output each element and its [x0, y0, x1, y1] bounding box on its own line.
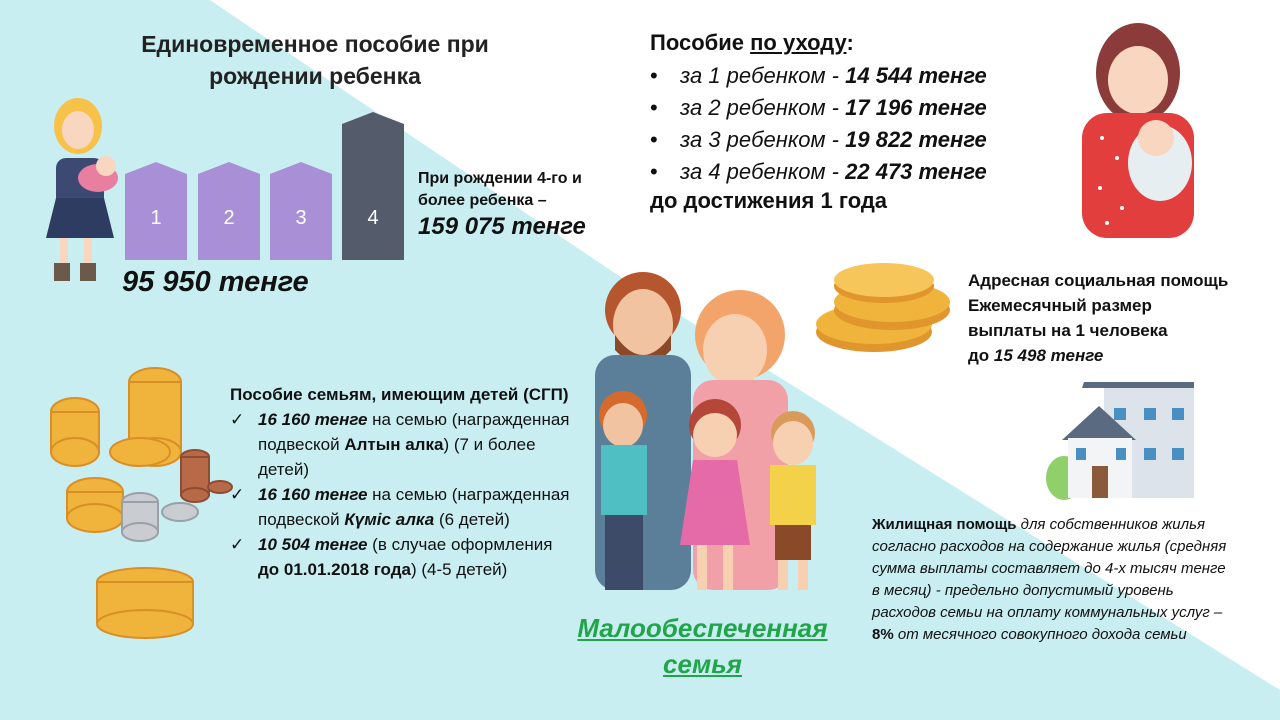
sgp-amount: 10 504 тенге: [258, 535, 368, 554]
asp-line-3: выплаты на 1 человека: [968, 321, 1168, 340]
care-item-amount: 22 473 тенге: [845, 159, 987, 184]
coins-pile-icon: [45, 362, 235, 642]
care-list: [650, 60, 987, 188]
sgp-block: [230, 382, 570, 582]
asp-line-4-prefix: до: [968, 346, 994, 365]
housing-text: для собственников жилья согласно расходов на содержание жилья (средняя сумма выплаты составляет до 4-х тысяч тенге в месяц) - предельно допустимый уровень расходов семьи на оплату коммунальных услуг –: [872, 516, 1227, 621]
asp-line-1: Адресная социальная помощь: [968, 271, 1229, 290]
asp-block: [968, 268, 1268, 368]
care-item-amount: 14 544 тенге: [845, 63, 987, 88]
fourth-child-amount: 159 075 тенге: [418, 213, 586, 240]
sgp-amount: 16 160 тенге: [258, 485, 368, 504]
sgp-text: ) (4-5 детей): [410, 560, 508, 579]
care-item-label: за 4 ребенком -: [680, 159, 846, 184]
care-item-label: за 1 ребенком -: [680, 63, 846, 88]
coins-stack-icon: [812, 262, 954, 358]
lump-sum-amount: 95 950 тенге: [122, 266, 309, 298]
sgp-text: на семью (награжденная подвеской: [258, 410, 570, 454]
care-item-amount: 19 822 тенге: [845, 127, 987, 152]
house-icon: [1044, 378, 1199, 500]
bar-label-1: 1: [150, 207, 162, 229]
bar-2: [198, 162, 260, 260]
bar-label-2: 2: [223, 207, 235, 229]
care-item-label: за 3 ребенком -: [680, 127, 846, 152]
sgp-text: ) (7 и более детей): [258, 435, 536, 479]
asp-amount: 15 498 тенге: [993, 346, 1104, 365]
sgp-item: [230, 482, 570, 532]
housing-title: Жилищная помощь: [872, 516, 1017, 533]
housing-percent: 8%: [872, 626, 894, 643]
fourth-child-text: При рождении 4-го и более ребенка –: [418, 170, 582, 209]
sgp-award: Алтын алка: [344, 435, 444, 454]
sgp-award: Күміс алка: [344, 510, 435, 529]
bar-1: [125, 162, 187, 260]
care-item-label: за 2 ребенком -: [680, 95, 846, 120]
sgp-text: на семью (награжденная подвеской: [258, 485, 570, 529]
children-bars: [125, 112, 405, 262]
bar-3: [270, 162, 332, 260]
care-title: [650, 30, 854, 56]
sgp-text: (в случае оформления: [367, 535, 553, 554]
lump-sum-title: Единовременное пособие при рождении ребенка: [141, 31, 489, 89]
care-until: до достижения 1 года: [650, 188, 888, 213]
care-item: [650, 156, 987, 188]
bar-label-4: 4: [367, 207, 379, 229]
sgp-list: [230, 407, 570, 582]
family-icon: [585, 255, 830, 600]
care-item: [650, 60, 987, 92]
sgp-award: до 01.01.2018 года: [258, 560, 411, 579]
care-title-suffix: :: [846, 30, 854, 55]
mother-with-baby-icon: [38, 98, 123, 283]
care-item: [650, 124, 987, 156]
care-title-prefix: Пособие: [650, 30, 744, 55]
care-item-amount: 17 196 тенге: [845, 95, 987, 120]
sgp-item: [230, 407, 570, 482]
sgp-amount: 16 160 тенге: [258, 410, 368, 429]
housing-text-2: от месячного совокупного дохода семьи: [893, 626, 1187, 643]
woman-holding-baby-icon: [1072, 18, 1202, 240]
sgp-text: (6 детей): [434, 510, 510, 529]
asp-line-4: [968, 343, 1268, 368]
bar-4: [342, 112, 404, 260]
housing-block: [872, 514, 1232, 646]
sgp-title: Пособие семьям, имеющим детей (СГП): [230, 385, 569, 404]
care-title-underlined: по уходу: [750, 30, 847, 55]
low-income-family-label: Малообеспеченная семья: [577, 613, 828, 679]
asp-line-2: Ежемесячный размер: [968, 296, 1152, 315]
care-item: [650, 92, 987, 124]
bar-label-3: 3: [295, 207, 307, 229]
fourth-child-note: [418, 168, 618, 238]
sgp-item: [230, 532, 570, 582]
